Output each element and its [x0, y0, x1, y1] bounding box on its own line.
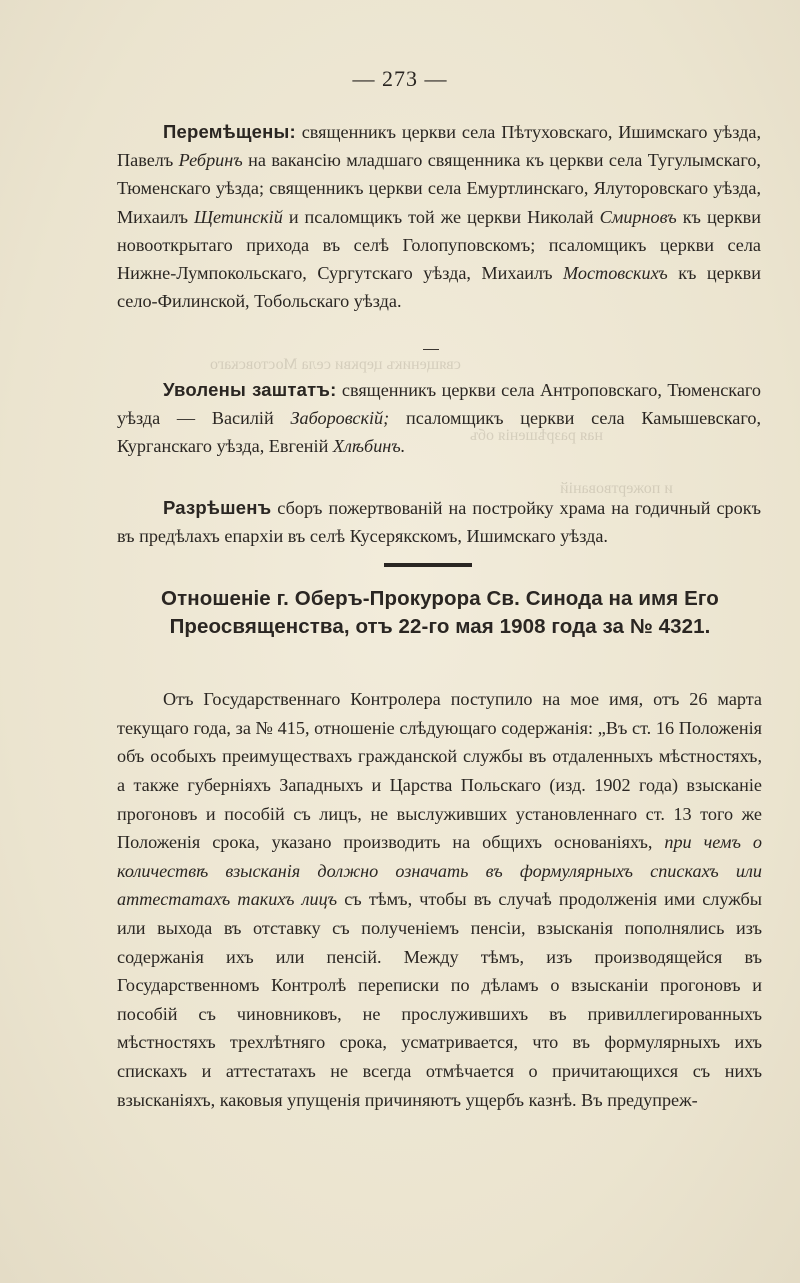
moved-text: и псаломщикъ той же церкви Николай: [282, 206, 600, 227]
permitted-lead: Разрѣшенъ: [163, 497, 272, 518]
body-paragraph: [117, 685, 762, 1114]
separator-rule: [423, 349, 439, 350]
dismissed-text: священникъ церкви села Антроповскаго, Тюменскаго уѣзда — Василій: [117, 380, 762, 429]
dismissed-lead: Уволены заштатъ:: [163, 379, 337, 400]
bleed-through-text: и пожертвованій: [560, 480, 673, 497]
moved-text: священникъ церкви села Пѣтуховскаго, Ишимскаго уѣзда, Павелъ: [117, 122, 761, 171]
dismissed-text: псаломщикъ церкви села Камышевскаго, Курганскаго уѣзда, Евгеній: [117, 408, 761, 457]
page-number: — 273 —: [352, 66, 448, 91]
person-name: Смирновъ: [599, 206, 677, 227]
moved-text: къ церкви новооткрытаго прихода въ селѣ Голопуповскомъ; псаломщикъ церкви села Нижне-Лумпокольскаго, Сургутскаго уѣзда, Михаилъ: [117, 206, 761, 284]
document-heading: Отношеніе г. Оберъ-Прокурора Св. Синода на имя Его Преосвященства, отъ 22-го мая 1908 года за № 4321.: [161, 587, 719, 638]
person-name: Заборовскій;: [290, 408, 390, 429]
body-emphasis: при чемъ о количествѣ взысканія должно означать въ формулярныхъ спискахъ или аттестатахъ такихъ лицъ: [117, 832, 762, 910]
person-name: Мостовскихъ: [563, 263, 668, 284]
permitted-paragraph: [117, 494, 761, 550]
moved-text: на вакансію младшаго священника къ церкви села Тугулымскаго, Тюменскаго уѣзда; священникъ церкви села Емуртлинскаго, Ялуторовскаго уѣзда, Михаилъ: [117, 150, 761, 227]
person-name: Ребринъ: [178, 150, 243, 171]
dismissed-paragraph: [117, 376, 761, 461]
moved-lead: Перемѣщены:: [163, 121, 296, 142]
moved-paragraph: [117, 118, 761, 315]
person-name: Хлѣбинъ.: [332, 436, 406, 457]
body-text: съ тѣмъ, чтобы въ случаѣ продолженія ими службы или выхода въ отставку съ полученіемъ пенсіи, взысканія пополнялись изъ содержанія ихъ или пенсій. Между тѣмъ, изъ производящейся въ Государственномъ Контролѣ переписки по дѣламъ о взысканіи прогоновъ и пособій съ чиновниковъ, не прослужившихъ въ привиллегированныхъ мѣстностяхъ трехлѣтняго срока, усматривается, что въ формулярныхъ ихъ спискахъ и аттестатахъ не всегда отмѣчается о причитающихся съ нихъ взысканіяхъ, каковыя упущенія причиняютъ ущербъ казнѣ. Въ предупреж-: [117, 889, 762, 1110]
moved-text: къ церкви село-Филинской, Тобольскаго уѣзда.: [117, 263, 761, 312]
bleed-through-text: священикъ церкви села Мостовскаго: [210, 356, 461, 373]
section-divider: [384, 563, 472, 567]
permitted-text: сборъ пожертвованій на постройку храма на годичный срокъ въ предѣлахъ епархіи въ селѣ Кусерякскомъ, Ишимскаго уѣзда.: [117, 498, 761, 547]
bleed-through-text: ная разрѣшенія объ: [470, 427, 603, 444]
person-name: Щетинскій: [194, 206, 283, 227]
body-text: Отъ Государственнаго Контролера поступило на мое имя, отъ 26 марта текущаго года, за № 415, отношеніе слѣдующаго содержанія: „Въ ст. 16 Положенія объ особыхъ преимуществахъ гражданской службы въ отдаленныхъ мѣстностяхъ, а также губерніяхъ Западныхъ и Царства Польскаго (изд. 1902 года) взысканіе прогоновъ и пособій съ лицъ, не выслуживших установленнаго ст. 13 того же Положенія срока, указано производить на общихъ основаніяхъ,: [117, 689, 762, 853]
